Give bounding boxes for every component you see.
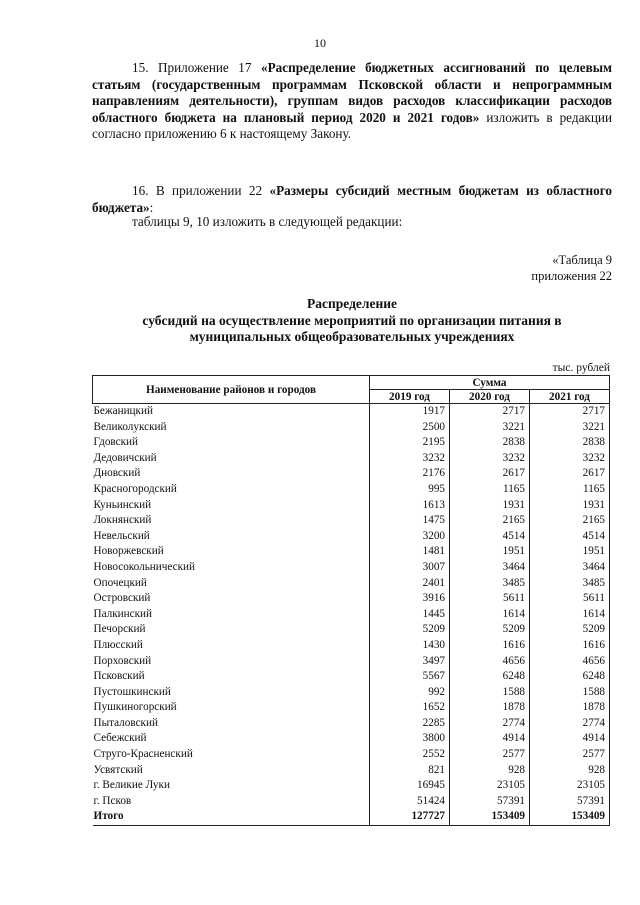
table-row: [93, 560, 610, 576]
value-2021: 1951: [530, 544, 610, 560]
table-row: [93, 420, 610, 436]
value-2021: 5611: [530, 591, 610, 607]
district-name: Куньинский: [93, 498, 152, 511]
paragraph-15-suffix: изложить в редакции согласно приложению 6 к настоящему Закону.: [92, 109, 613, 141]
paragraph-15-prefix: 15. Приложение 17: [132, 60, 262, 75]
table-row: [93, 576, 610, 592]
value-2021: 4514: [530, 529, 610, 545]
district-name: г. Псков: [93, 794, 132, 807]
title-line-3: муниципальных общеобразовательных учреждениях: [189, 329, 515, 344]
table-title: [92, 296, 612, 346]
value-2020: 3485: [450, 576, 530, 592]
table-row: [93, 529, 610, 545]
value-2019: 1652: [370, 700, 450, 716]
header-year-2020: 2020 год: [450, 390, 530, 404]
district-name: Красногородский: [93, 482, 177, 495]
value-2020: 2717: [450, 404, 530, 420]
value-2020: 1614: [450, 607, 530, 623]
table-row: [93, 513, 610, 529]
value-2021: 57391: [530, 794, 610, 810]
value-2019: 992: [370, 685, 450, 701]
value-2019: 3232: [370, 451, 450, 467]
value-2021: 1165: [530, 482, 610, 498]
value-2021: 4656: [530, 654, 610, 670]
value-2020: 1878: [450, 700, 530, 716]
header-name: Наименование районов и городов: [93, 376, 370, 404]
title-line-2: субсидий на осуществление мероприятий по организации питания в: [142, 312, 562, 328]
value-2021: 3464: [530, 560, 610, 576]
value-2020: 1588: [450, 685, 530, 701]
value-2019: 3800: [370, 731, 450, 747]
table-row: [93, 451, 610, 467]
value-2019: 1445: [370, 607, 450, 623]
page-number: 10: [314, 36, 326, 50]
paragraph-15: [92, 60, 612, 143]
value-2021: 3232: [530, 451, 610, 467]
value-2019: 3497: [370, 654, 450, 670]
value-2021: 928: [530, 763, 610, 779]
value-2020: 4514: [450, 529, 530, 545]
value-2020: 5611: [450, 591, 530, 607]
table-row: [93, 669, 610, 685]
value-2019: 1481: [370, 544, 450, 560]
unit-label: тыс. рублей: [552, 362, 610, 374]
value-2020: 2165: [450, 513, 530, 529]
value-2019: 2552: [370, 747, 450, 763]
district-name: Усвятский: [93, 763, 143, 776]
table-row: [93, 716, 610, 732]
value-2019: 1613: [370, 498, 450, 514]
district-name: Печорский: [93, 623, 146, 636]
value-2021: 1588: [530, 685, 610, 701]
table-row: [93, 747, 610, 763]
district-name: Порховский: [93, 654, 152, 667]
value-2019: 1430: [370, 638, 450, 654]
table-row: [93, 435, 610, 451]
district-name: Островский: [93, 592, 151, 605]
table-total-row: [93, 809, 610, 825]
value-2020: 4914: [450, 731, 530, 747]
district-name: Пыталовский: [93, 716, 158, 729]
table-row: [93, 731, 610, 747]
value-2021: 2717: [530, 404, 610, 420]
value-2020: 6248: [450, 669, 530, 685]
table-row: [93, 685, 610, 701]
value-2020: 1616: [450, 638, 530, 654]
district-name: Себежский: [93, 732, 147, 745]
value-2021: 1616: [530, 638, 610, 654]
title-line-1: Распределение: [306, 296, 398, 311]
note-line-2: приложения 22: [531, 269, 612, 283]
table-row: [93, 544, 610, 560]
value-2021: 5209: [530, 622, 610, 638]
value-2021: 4914: [530, 731, 610, 747]
district-name: Опочецкий: [93, 576, 147, 589]
value-2019: 16945: [370, 778, 450, 794]
district-name: Великолукский: [93, 420, 167, 433]
value-2021: 1931: [530, 498, 610, 514]
district-name: Новосокольнический: [93, 560, 196, 573]
value-2021: 2165: [530, 513, 610, 529]
value-2020: 928: [450, 763, 530, 779]
value-2021: 6248: [530, 669, 610, 685]
district-name: Пушкиногорский: [93, 701, 177, 714]
district-name: Палкинский: [93, 607, 153, 620]
paragraph-16-continuation: таблицы 9, 10 изложить в следующей редакции:: [132, 214, 403, 229]
paragraph-16-suffix: :: [149, 199, 154, 215]
district-name: Локнянский: [93, 514, 152, 527]
district-name: Невельский: [93, 529, 150, 542]
value-2019: 3916: [370, 591, 450, 607]
table-row: [93, 591, 610, 607]
paragraph-16-prefix: 16. В приложении 22: [132, 183, 270, 198]
district-name: Гдовский: [93, 436, 139, 449]
value-2021: 153409: [530, 809, 610, 825]
table-row: [93, 482, 610, 498]
value-2021: 23105: [530, 778, 610, 794]
value-2020: 3464: [450, 560, 530, 576]
value-2019: 2500: [370, 420, 450, 436]
value-2020: 153409: [450, 809, 530, 825]
district-name: г. Великие Луки: [93, 779, 170, 792]
table-row: [93, 404, 610, 420]
paragraph-16: [92, 183, 612, 216]
value-2019: 3200: [370, 529, 450, 545]
value-2020: 23105: [450, 778, 530, 794]
header-year-2021: 2021 год: [530, 390, 610, 404]
district-name: Дедовичский: [93, 451, 157, 464]
value-2020: 2577: [450, 747, 530, 763]
table-row: [93, 763, 610, 779]
value-2020: 5209: [450, 622, 530, 638]
value-2019: 1475: [370, 513, 450, 529]
value-2019: 51424: [370, 794, 450, 810]
value-2020: 2617: [450, 466, 530, 482]
value-2021: 1614: [530, 607, 610, 623]
value-2019: 1917: [370, 404, 450, 420]
value-2021: 2617: [530, 466, 610, 482]
value-2019: 995: [370, 482, 450, 498]
note-line-1: «Таблица 9: [552, 253, 612, 267]
table-row: [93, 778, 610, 794]
table-body: [93, 404, 610, 826]
header-year-2019: 2019 год: [370, 390, 450, 404]
table-row: [93, 466, 610, 482]
value-2019: 2401: [370, 576, 450, 592]
value-2021: 2838: [530, 435, 610, 451]
table-row: [93, 654, 610, 670]
total-label: Итого: [93, 809, 370, 825]
value-2020: 1931: [450, 498, 530, 514]
table-reference-note: [531, 252, 612, 284]
value-2021: 2577: [530, 747, 610, 763]
district-name: Плюсский: [93, 638, 143, 651]
table-row: [93, 498, 610, 514]
table-row: [93, 622, 610, 638]
value-2020: 1951: [450, 544, 530, 560]
table-row: [93, 638, 610, 654]
value-2020: 2774: [450, 716, 530, 732]
value-2020: 57391: [450, 794, 530, 810]
value-2021: 3485: [530, 576, 610, 592]
district-name: Новоржевский: [93, 545, 164, 558]
district-name: Пустошкинский: [93, 685, 171, 698]
district-name: Дновский: [93, 467, 141, 480]
table-row: [93, 794, 610, 810]
value-2021: 3221: [530, 420, 610, 436]
value-2019: 5567: [370, 669, 450, 685]
value-2019: 2176: [370, 466, 450, 482]
district-name: Бежаницкий: [93, 405, 153, 417]
subsidy-table: [92, 375, 610, 826]
value-2020: 3232: [450, 451, 530, 467]
table-row: [93, 700, 610, 716]
value-2020: 2838: [450, 435, 530, 451]
district-name: Струго-Красненский: [93, 748, 193, 761]
value-2019: 3007: [370, 560, 450, 576]
header-sum: Сумма: [370, 376, 610, 390]
value-2020: 3221: [450, 420, 530, 436]
value-2019: 821: [370, 763, 450, 779]
value-2020: 1165: [450, 482, 530, 498]
value-2020: 4656: [450, 654, 530, 670]
value-2021: 2774: [530, 716, 610, 732]
value-2019: 2195: [370, 435, 450, 451]
paragraph-15-bold: «Распределение бюджетных ассигнований по целевым статьям (государственным программам Псковской области и непрограммным направлениям деятельности), группам видов расходов классификации расходов областного бюджета на плановый период 2020 и 2021 годов»: [92, 60, 613, 125]
paragraph-16-bold: «Размеры субсидий местным бюджетам из областного бюджета»: [92, 183, 612, 215]
district-name: Псковский: [93, 670, 145, 683]
table-row: [93, 607, 610, 623]
value-2021: 1878: [530, 700, 610, 716]
value-2019: 127727: [370, 809, 450, 825]
value-2019: 5209: [370, 622, 450, 638]
value-2019: 2285: [370, 716, 450, 732]
